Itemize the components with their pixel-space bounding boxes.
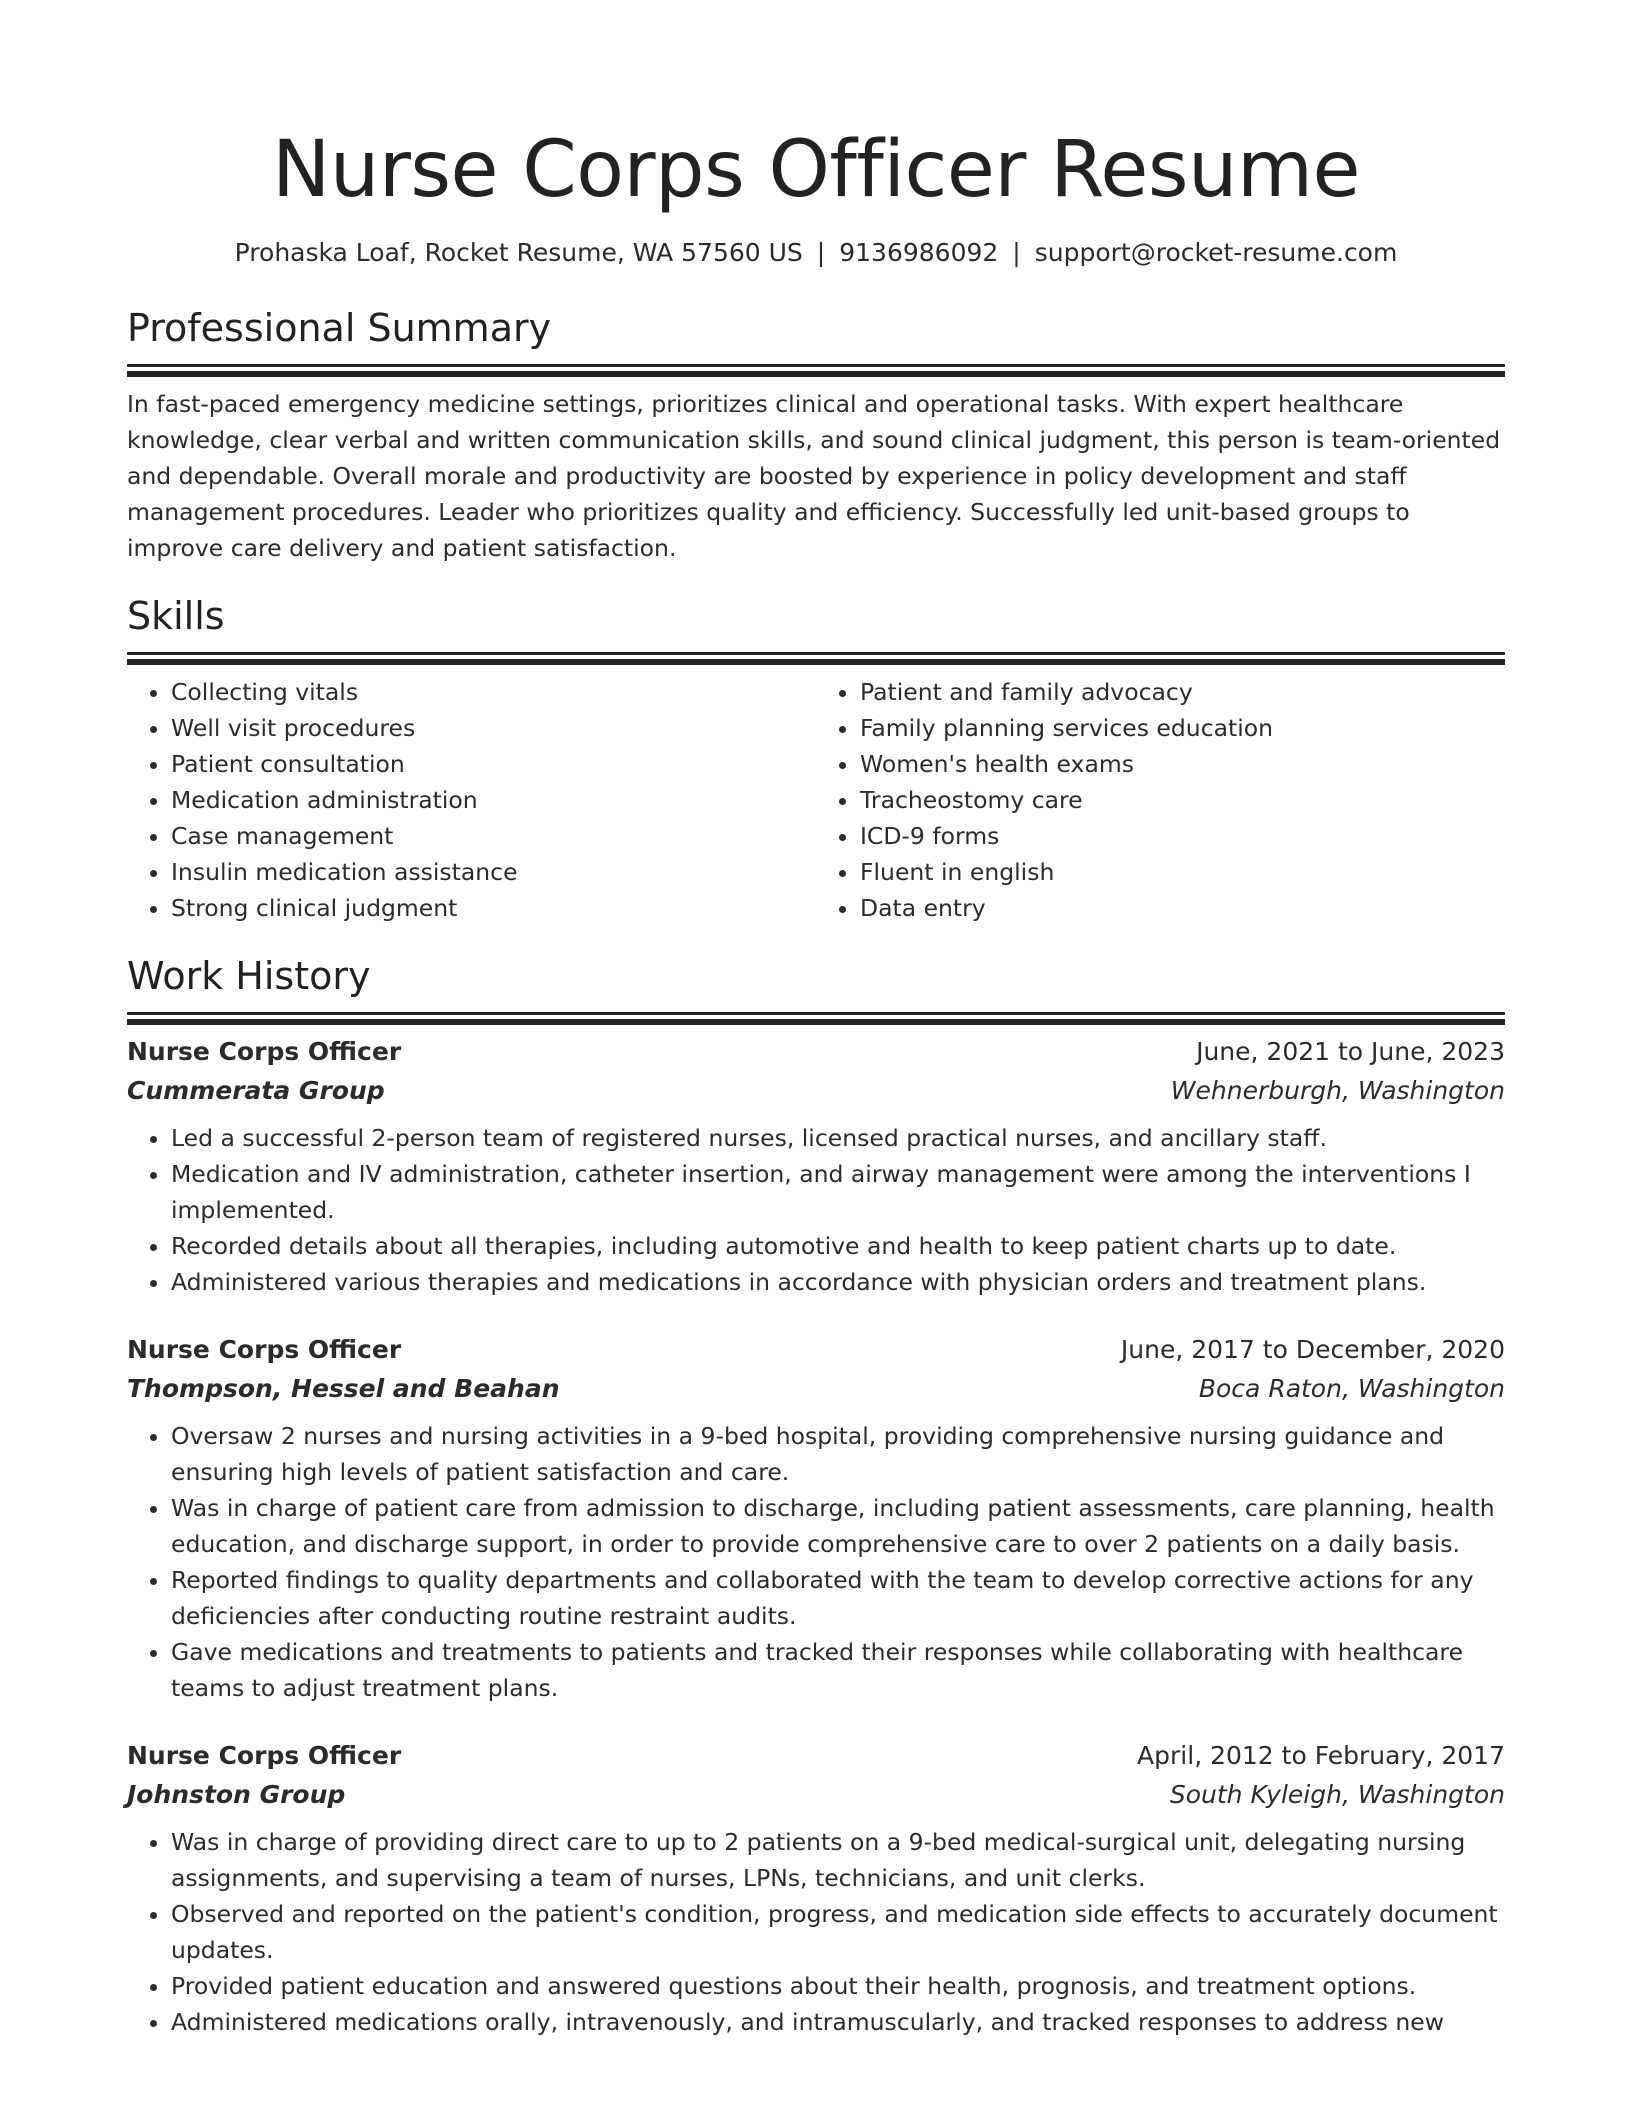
- skill-item: • ICD-9 forms: [860, 818, 1505, 854]
- job-dates: April, 2012 to February, 2017: [1137, 1741, 1505, 1770]
- job-bullet: • Gave medications and treatments to patients and tracked their responses while collaborating with healthcare teams to adjust treatment plans.: [171, 1634, 1505, 1706]
- skill-item: • Medication administration: [171, 782, 816, 818]
- contact-separator: |: [816, 238, 826, 267]
- job-header-row: [127, 1736, 1505, 1776]
- skill-item: • Patient and family advocacy: [860, 674, 1505, 710]
- job-bullets: [127, 1120, 1505, 1300]
- skill-item: • Patient consultation: [171, 746, 816, 782]
- summary-text: In fast-paced emergency medicine settings, prioritizes clinical and operational tasks. With expert healthcare knowledge, clear verbal and written communication skills, and sound clinical judgment, this person is team-oriented and dependable. Overall morale and productivity are boosted by experience in policy development and staff management procedures. Leader who prioritizes quality and efficiency. Successfully led unit-based groups to improve care delivery and patient satisfaction.: [127, 390, 1501, 562]
- job-company: Thompson, Hessel and Beahan: [127, 1374, 560, 1403]
- job-header-row: [127, 1330, 1505, 1370]
- job-bullet: • Led a successful 2-person team of registered nurses, licensed practical nurses, and ancillary staff.: [171, 1120, 1505, 1156]
- section-divider: [127, 652, 1505, 670]
- job-header-row: [127, 1032, 1505, 1072]
- contact-line: [127, 236, 1505, 270]
- skill-item: • Fluent in english: [860, 854, 1505, 890]
- job-title: Nurse Corps Officer: [127, 1335, 402, 1364]
- job-dates: June, 2017 to December, 2020: [1120, 1335, 1505, 1364]
- job-company-row: [127, 1072, 1505, 1110]
- resume-title: Nurse Corps Officer Resume: [272, 125, 1360, 215]
- contact-phone: 9136986092: [839, 238, 999, 267]
- job-bullet: • Medication and IV administration, catheter insertion, and airway management were among the interventions I implemented.: [171, 1156, 1505, 1228]
- job-bullets: [127, 1418, 1505, 1706]
- job-bullet: • Observed and reported on the patient's condition, progress, and medication side effects to accurately document updates.: [171, 1896, 1505, 1968]
- job-bullet: • Oversaw 2 nurses and nursing activities in a 9-bed hospital, providing comprehensive nursing guidance and ensuring high levels of patient satisfaction and care.: [171, 1418, 1505, 1490]
- skills-list: [127, 674, 1505, 926]
- job-bullet: • Reported findings to quality departments and collaborated with the team to develop corrective actions for any deficiencies after conducting routine restraint audits.: [171, 1562, 1505, 1634]
- skill-item: • Family planning services education: [860, 710, 1505, 746]
- job-title: Nurse Corps Officer: [127, 1037, 402, 1066]
- skills-section: [127, 592, 1505, 926]
- skill-item: • Well visit procedures: [171, 710, 816, 746]
- contact-separator: |: [1012, 238, 1021, 267]
- job-company: Johnston Group: [127, 1780, 346, 1809]
- job-location: South Kyleigh, Washington: [1169, 1780, 1505, 1809]
- job-bullets: [127, 1824, 1505, 2040]
- job-company-row: [127, 1370, 1505, 1408]
- job-entry: [127, 1032, 1505, 1300]
- job-company-row: [127, 1776, 1505, 1814]
- job-bullet: • Provided patient education and answered questions about their health, prognosis, and treatment options.: [171, 1968, 1505, 2004]
- work-history-section: [127, 952, 1505, 2040]
- summary-heading: Professional Summary: [127, 306, 552, 350]
- skills-heading: Skills: [127, 594, 225, 638]
- summary-section: [127, 304, 1505, 566]
- job-dates: June, 2021 to June, 2023: [1196, 1037, 1505, 1066]
- section-divider: [127, 1012, 1505, 1030]
- work-history-heading: Work History: [127, 954, 371, 998]
- job-bullet: • Was in charge of patient care from admission to discharge, including patient assessments, care planning, health education, and discharge support, in order to provide comprehensive care to over 2 patients on a daily basis.: [171, 1490, 1505, 1562]
- contact-email: support@rocket-resume.com: [1034, 238, 1398, 267]
- skill-item: • Women's health exams: [860, 746, 1505, 782]
- job-company: Cummerata Group: [127, 1076, 385, 1105]
- skill-item: • Data entry: [860, 890, 1505, 926]
- skill-item: • Tracheostomy care: [860, 782, 1505, 818]
- skills-column-right: [816, 674, 1505, 926]
- contact-address: Prohaska Loaf, Rocket Resume, WA 57560 US: [234, 238, 803, 267]
- job-title: Nurse Corps Officer: [127, 1741, 402, 1770]
- job-location: Wehnerburgh, Washington: [1170, 1076, 1505, 1105]
- job-entry: [127, 1736, 1505, 2040]
- skill-item: • Collecting vitals: [171, 674, 816, 710]
- skill-item: • Strong clinical judgment: [171, 890, 816, 926]
- job-entry: [127, 1330, 1505, 1706]
- job-bullet: • Recorded details about all therapies, including automotive and health to keep patient charts up to date.: [171, 1228, 1505, 1264]
- skill-item: • Case management: [171, 818, 816, 854]
- skill-item: • Insulin medication assistance: [171, 854, 816, 890]
- job-bullet: • Administered various therapies and medications in accordance with physician orders and treatment plans.: [171, 1264, 1505, 1300]
- job-bullet: • Administered medications orally, intravenously, and intramuscularly, and tracked responses to address new: [171, 2004, 1505, 2040]
- job-location: Boca Raton, Washington: [1198, 1374, 1505, 1403]
- job-bullet: • Was in charge of providing direct care to up to 2 patients on a 9-bed medical-surgical unit, delegating nursing assignments, and supervising a team of nurses, LPNs, technicians, and unit clerks.: [171, 1824, 1505, 1896]
- skills-column-left: [127, 674, 816, 926]
- section-divider: [127, 364, 1505, 382]
